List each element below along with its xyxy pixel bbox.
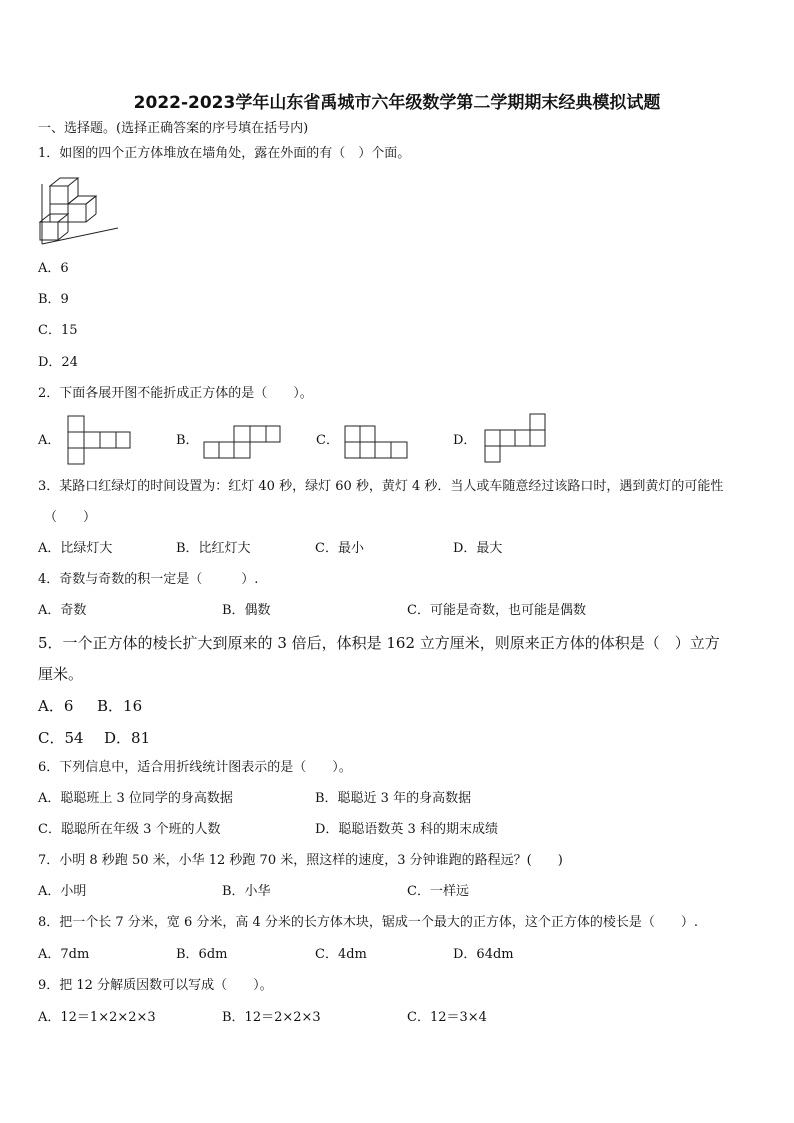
q6-option-b[interactable]: B．聪聪近 3 年的身高数据 bbox=[315, 791, 472, 806]
question-3-blank: （ ） bbox=[44, 510, 97, 525]
net-c-figure bbox=[343, 424, 409, 460]
question-9-stem: 9．把 12 分解质因数可以写成（ ）。 bbox=[38, 978, 273, 993]
net-d-figure bbox=[483, 412, 549, 464]
net-a-figure bbox=[66, 414, 132, 466]
q9-option-c[interactable]: C．12＝3×4 bbox=[407, 1010, 487, 1025]
q3-option-d[interactable]: D．最大 bbox=[453, 541, 503, 556]
q4-option-b[interactable]: B．偶数 bbox=[222, 603, 271, 618]
q8-option-d[interactable]: D．64dm bbox=[453, 947, 514, 962]
question-5-stem: 5．一个正方体的棱长扩大到原来的 3 倍后，体积是 162 立方厘米，则原来正方体的体积是（ ）立方 bbox=[38, 634, 720, 652]
question-7-stem: 7．小明 8 秒跑 50 米，小华 12 秒跑 70 米，照这样的速度，3 分钟谁跑的路程远？( ) bbox=[38, 853, 563, 868]
q1-option-b[interactable]: B．9 bbox=[38, 292, 69, 307]
question-8-stem: 8．把一个长 7 分米，宽 6 分米，高 4 分米的长方体木块，锯成一个最大的正方体，这个正方体的棱长是（ ）. bbox=[38, 915, 699, 930]
q2-option-b[interactable]: B． bbox=[176, 433, 199, 448]
question-4-stem: 4．奇数与奇数的积一定是（ ）. bbox=[38, 572, 259, 587]
question-5-stem-cont: 厘米。 bbox=[38, 665, 84, 683]
question-6-stem: 6．下列信息中，适合用折线统计图表示的是（ ）。 bbox=[38, 760, 352, 775]
q6-option-a[interactable]: A．聪聪班上 3 位同学的身高数据 bbox=[38, 791, 233, 806]
q6-option-c[interactable]: C．聪聪所在年级 3 个班的人数 bbox=[38, 822, 221, 837]
q4-option-a[interactable]: A．奇数 bbox=[38, 603, 87, 618]
q3-option-a[interactable]: A．比绿灯大 bbox=[38, 541, 113, 556]
q5-option-c[interactable]: C．54 bbox=[38, 729, 84, 747]
q5-option-b[interactable]: B．16 bbox=[97, 697, 143, 715]
q1-option-d[interactable]: D．24 bbox=[38, 355, 78, 370]
net-b-figure bbox=[202, 424, 282, 460]
section-heading: 一、选择题。(选择正确答案的序号填在括号内) bbox=[38, 121, 309, 136]
q2-option-c[interactable]: C． bbox=[316, 433, 339, 448]
q3-option-b[interactable]: B．比红灯大 bbox=[176, 541, 251, 556]
q2-option-a[interactable]: A． bbox=[38, 433, 61, 448]
question-1-stem: 1．如图的四个正方体堆放在墙角处，露在外面的有（ ）个面。 bbox=[38, 146, 411, 161]
page-title: 2022-2023学年山东省禹城市六年级数学第二学期期末经典模拟试题 bbox=[133, 93, 661, 113]
q5-option-a[interactable]: A．6 bbox=[38, 697, 74, 715]
q7-option-a[interactable]: A．小明 bbox=[38, 884, 87, 899]
q8-option-c[interactable]: C．4dm bbox=[315, 947, 367, 962]
q2-option-d[interactable]: D． bbox=[453, 433, 477, 448]
question-3-stem: 3．某路口红绿灯的时间设置为：红灯 40 秒，绿灯 60 秒，黄灯 4 秒．当人或车随意经过该路口时，遇到黄灯的可能性 bbox=[38, 479, 724, 494]
q7-option-b[interactable]: B．小华 bbox=[222, 884, 271, 899]
q9-option-b[interactable]: B．12＝2×2×3 bbox=[222, 1010, 321, 1025]
q1-option-c[interactable]: C．15 bbox=[38, 323, 78, 338]
q8-option-b[interactable]: B．6dm bbox=[176, 947, 228, 962]
q8-option-a[interactable]: A．7dm bbox=[38, 947, 90, 962]
q4-option-c[interactable]: C．可能是奇数，也可能是偶数 bbox=[407, 603, 586, 618]
q1-option-a[interactable]: A．6 bbox=[38, 261, 69, 276]
stacked-cubes-figure bbox=[36, 172, 120, 248]
q7-option-c[interactable]: C．一样远 bbox=[407, 884, 469, 899]
q6-option-d[interactable]: D．聪聪语数英 3 科的期末成绩 bbox=[315, 822, 498, 837]
q5-option-d[interactable]: D．81 bbox=[104, 729, 151, 747]
q3-option-c[interactable]: C．最小 bbox=[315, 541, 364, 556]
question-2-stem: 2．下面各展开图不能折成正方体的是（ ）。 bbox=[38, 386, 313, 401]
q9-option-a[interactable]: A．12＝1×2×2×3 bbox=[38, 1010, 156, 1025]
